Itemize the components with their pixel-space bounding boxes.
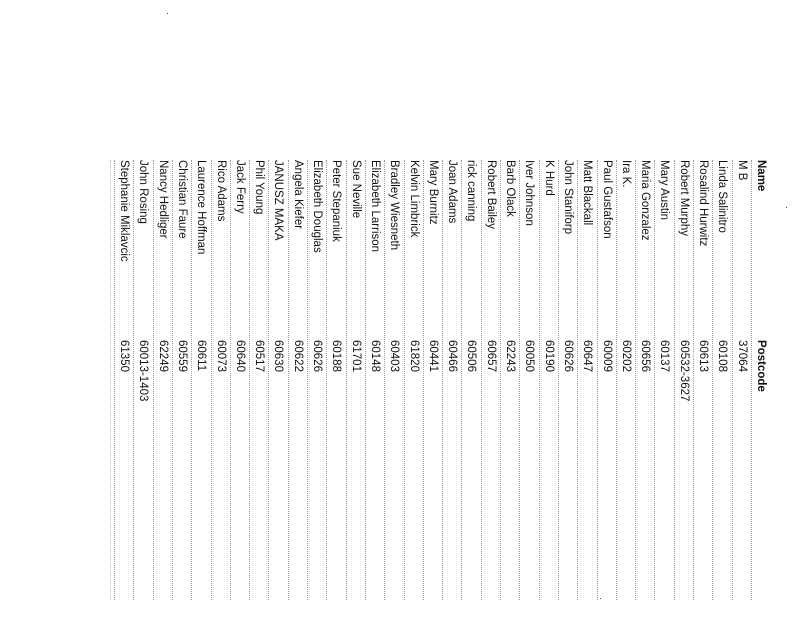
signer-postcode: 60630: [272, 340, 285, 372]
table-row: [577, 160, 596, 600]
table-row: [539, 160, 558, 600]
signer-postcode: 61820: [407, 340, 420, 372]
table-row: [674, 160, 693, 600]
table-row: [211, 160, 230, 600]
signer-name: Robert Murphy: [677, 160, 690, 237]
signer-postcode: 60626: [562, 340, 574, 372]
table-row: [462, 160, 481, 600]
table-row: [230, 160, 249, 600]
signature-table: [50, 160, 770, 600]
table-row: [558, 160, 577, 600]
table-row: [365, 160, 384, 600]
signer-postcode: 60626: [311, 340, 324, 372]
signer-postcode: 60073: [214, 340, 227, 372]
signer-name: Ira K.: [619, 160, 632, 188]
table-row: [153, 160, 172, 600]
table-row: [404, 160, 423, 600]
table-row: [616, 160, 635, 600]
column-header-name: Name: [755, 160, 767, 192]
signer-postcode: 60656: [639, 340, 652, 372]
signer-name: Rosalind Hurwitz: [697, 160, 710, 247]
signer-postcode: 60188: [330, 340, 343, 372]
signer-name: JANUSZ MAKA: [272, 160, 285, 241]
signer-postcode: 37064: [735, 340, 748, 372]
signer-name: Jack Ferry: [233, 160, 246, 214]
signer-postcode: 60202: [619, 340, 632, 372]
signer-name: Paul Gustafson: [600, 160, 613, 239]
table-row: [133, 160, 152, 600]
signer-name: Elizabeth Larrison: [369, 160, 381, 253]
signer-name: Mary Austin: [658, 160, 671, 221]
table-row: [384, 160, 403, 600]
table-row: [269, 160, 288, 600]
signer-postcode: 60506: [465, 340, 478, 372]
signer-name: Maria Gonzalez: [639, 160, 652, 241]
signer-postcode: 60441: [426, 340, 439, 372]
signer-postcode: 60611: [195, 340, 208, 372]
signer-name: Elizabeth Douglas: [311, 160, 324, 253]
table-row: [191, 160, 210, 600]
signer-name: Bradley Wiesneth: [388, 160, 401, 251]
signer-name: John Rosing: [137, 160, 150, 224]
table-row: [519, 160, 538, 600]
signer-postcode: 62243: [504, 340, 517, 372]
signer-postcode: 60190: [542, 340, 555, 372]
signer-postcode: 60013-1403: [137, 340, 150, 402]
signer-postcode: 62249: [156, 340, 169, 372]
signer-postcode: 60647: [581, 340, 594, 372]
signer-name: M B: [735, 160, 748, 181]
table-row: [442, 160, 461, 600]
signer-name: Angela Kiefer: [291, 160, 304, 230]
signer-postcode: 60622: [291, 340, 304, 372]
signer-name: Phil Young: [253, 160, 266, 215]
column-header-postcode: Postcode: [755, 340, 767, 392]
signer-postcode: 60517: [253, 340, 266, 372]
table-row: [732, 160, 751, 600]
table-row: [249, 160, 268, 600]
table-row: [481, 160, 500, 600]
signer-name: Rico Adams: [214, 160, 227, 222]
table-row: [114, 160, 133, 600]
signer-name: Mary Burnitz: [426, 160, 439, 225]
signer-postcode: 60559: [176, 340, 188, 372]
signer-postcode: 61350: [118, 340, 131, 372]
table-row: [597, 160, 616, 600]
signer-name: Christian Faure: [176, 160, 188, 239]
scan-speck: [786, 207, 787, 208]
signer-name: K Hurd: [542, 160, 555, 196]
table-row: [712, 160, 731, 600]
signer-name: Laurence Hoffman: [195, 160, 208, 255]
signer-name: Linda Salinitro: [716, 160, 729, 233]
signer-name: Matt Blackall: [581, 160, 594, 226]
table-row: [635, 160, 654, 600]
trailing-dotted-rule: [110, 160, 111, 600]
table-row: [423, 160, 442, 600]
signer-postcode: 60613: [697, 340, 710, 372]
scan-speck: [167, 13, 168, 14]
signer-name: Nancy Hedliger: [156, 160, 169, 239]
signer-postcode: 60108: [716, 340, 729, 372]
signer-name: Joan Adams: [446, 160, 459, 224]
table-header-row: [751, 160, 770, 600]
signer-postcode: 60009: [600, 340, 613, 372]
signer-name: Kelvin Limbrick: [407, 160, 420, 238]
signer-name: Peter Stepaniuk: [330, 160, 343, 242]
signer-postcode: 60050: [523, 340, 536, 372]
signer-name: John Staniforp: [562, 160, 574, 235]
table-row: [172, 160, 191, 600]
signer-name: Stephanie Miklavcic: [118, 160, 131, 262]
table-row: [500, 160, 519, 600]
table-row: [307, 160, 326, 600]
signer-postcode: 60532-3627: [677, 340, 690, 402]
signer-name: Robert Bailey: [484, 160, 497, 230]
signer-postcode: 60640: [233, 340, 246, 372]
scan-speck: [600, 598, 601, 599]
signer-name: rick canning: [465, 160, 478, 222]
table-row: [346, 160, 365, 600]
signer-name: Barb Olack: [504, 160, 517, 217]
signer-postcode: 60148: [369, 340, 381, 372]
signer-name: Iver Johnson: [523, 160, 536, 226]
signer-postcode: 60657: [484, 340, 497, 372]
signer-name: Sue Neville: [349, 160, 362, 219]
signer-postcode: 61701: [349, 340, 362, 372]
table-row: [326, 160, 345, 600]
signer-postcode: 60403: [388, 340, 401, 372]
table-row: [655, 160, 674, 600]
table-row: [693, 160, 712, 600]
signer-postcode: 60466: [446, 340, 459, 372]
signer-postcode: 60137: [658, 340, 671, 372]
table-row: [288, 160, 307, 600]
